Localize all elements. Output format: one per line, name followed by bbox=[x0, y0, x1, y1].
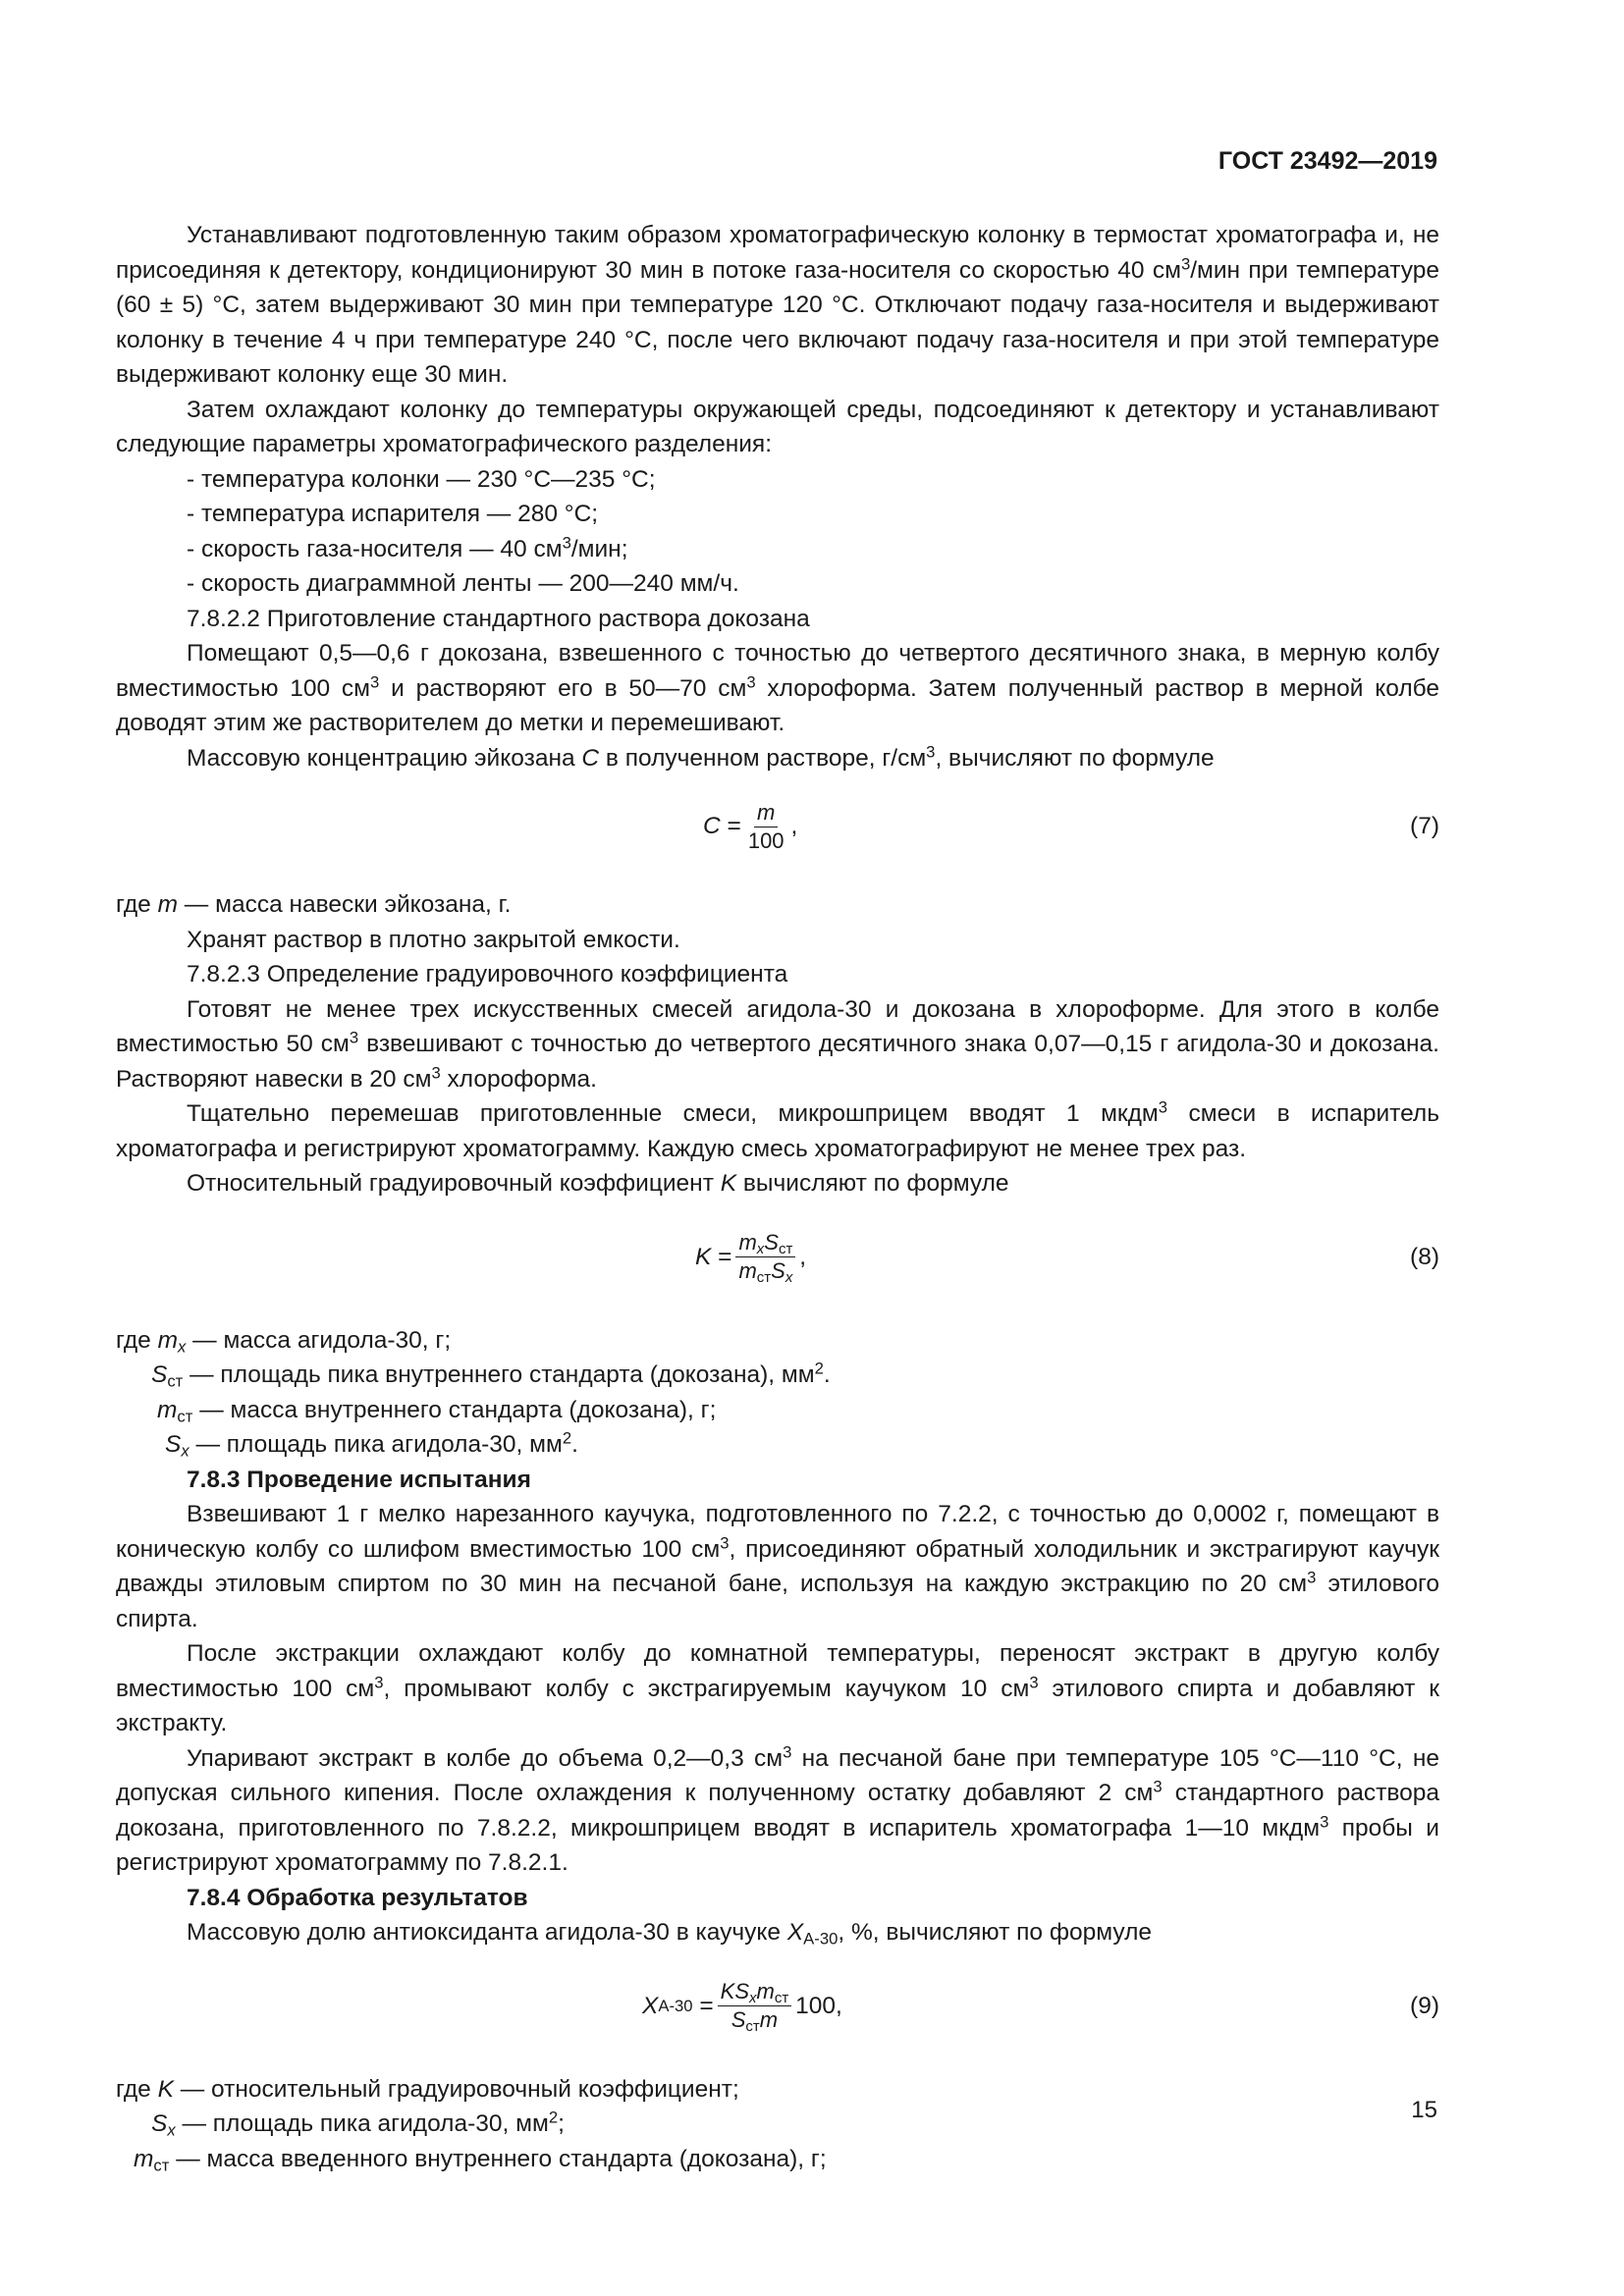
document-header: ГОСТ 23492—2019 bbox=[1218, 147, 1437, 175]
list-item: - скорость диаграммной ленты — 200—240 мм/ч. bbox=[187, 570, 739, 597]
list-item: - скорость газа-носителя — 40 $см^3$/мин; bbox=[187, 533, 628, 562]
paragraph: После экстракции охлаждают колбу до комнатной температуры, переносят экстракт в другую колбу вместимостью 100 $см^3$, промывают колбу с экстрагируемым каучуком 10 $см^3$ этилового спирта и добавляют к экстракту. bbox=[116, 1640, 1439, 1736]
paragraph: Помещают 0,5—0,6 г докозана, взвешенного с точностью до четвертого десятичного знака, в мерную колбу вместимостью 100 $см^3$ и растворяют его в 50—70 $см^3$ хлороформа. Затем полученный раствор в мерной колбе доводят этим же растворителем до метки и перемешивают. bbox=[116, 640, 1439, 736]
paragraph: Хранят раствор в плотно закрытой емкости. bbox=[187, 926, 680, 953]
where-line: где m — масса навески эйкозана, г. bbox=[116, 891, 512, 918]
where-line: $m_{ст}$ — масса внутреннего стандарта (докозана), г; bbox=[157, 1396, 717, 1426]
formula-7: C = $\frac{m}{100}$ , (7) bbox=[116, 787, 1439, 866]
formula-number: (8) bbox=[1410, 1243, 1439, 1270]
where-line: $S_{ст}$ — площадь пика внутреннего стандарта (докозана), $мм^2$. bbox=[151, 1359, 831, 1391]
formula-9: X А-30 = $\frac{KS_xm_{ст}}{S_{ст}m}$ 100, (9) bbox=[116, 1962, 1439, 2051]
paragraph: Упаривают экстракт в колбе до объема 0,2—0,3 $см^3$ на песчаной бане при температуре 105 °С—110 °С, не допуская сильного кипения. После охлаждения к полученному остатку добавляют 2 $см^3$ стандартного раствора докозана, приготовленного по 7.8.2.2, микрошприцем вводят в испаритель хроматографа 1—10 мкдм$^3$ пробы и регистрируют хроматограмму по 7.8.2.1. bbox=[116, 1742, 1439, 1876]
paragraph: Массовую концентрацию эйкозана С в полученном растворе, $г/см^3$, вычисляют по формуле bbox=[187, 742, 1215, 772]
paragraph: Готовят не менее трех искусственных смесей агидола-30 и докозана в хлороформе. Для этого в колбе вместимостью 50 $см^3$ взвешивают с точностью до четвертого десятичного знака 0,07—0,15 г агидола-30 и докозана. Растворяют навески в 20 $см^3$ хлороформа. bbox=[116, 995, 1439, 1093]
where-line: $S_x$ — площадь пика агидола-30, $мм^2$. bbox=[165, 1428, 578, 1461]
document-body bbox=[116, 218, 1439, 2176]
paragraph: Тщательно перемешав приготовленные смеси, микрошприцем вводят 1 мкдм$^3$ смеси в испаритель хроматографа и регистрируют хроматограмму. Каждую смесь хроматографируют не менее трех раз. bbox=[116, 1097, 1439, 1162]
paragraph: Массовую долю антиоксиданта агидола-30 в каучуке $X_{А-30}$, %, вычисляют по формуле bbox=[187, 1919, 1152, 1949]
where-line: где $m_x$ — масса агидола-30, г; bbox=[116, 1326, 452, 1357]
fraction: $\frac{m_xS_{ст}}{m_{ст}S_x}$ bbox=[735, 1230, 795, 1284]
paragraph: Устанавливают подготовленную таким образом хроматографическую колонку в термостат хроматографа и, не присоединяя к детектору, кондиционируют 30 мин в потоке газа-носителя со скоростью 40 $см^3$/мин при температуре (60 ± 5) °С, затем выдерживают 30 мин при температуре 120 °С. Отключают подачу газа-носителя и выдерживают колонку в течение 4 ч при температуре 240 °С, после чего включают подачу газа-носителя и при этой температуре выдерживают колонку еще 30 мин. bbox=[116, 222, 1439, 388]
fraction: $\frac{KS_xm_{ст}}{S_{ст}m}$ bbox=[718, 1979, 792, 2033]
formula-number: (9) bbox=[1410, 1992, 1439, 2019]
where-line: где K — относительный градуировочный коэффициент; bbox=[116, 2075, 739, 2103]
fraction: $\frac{m}{100}$ bbox=[747, 799, 785, 853]
paragraph: Затем охлаждают колонку до температуры окружающей среды, подсоединяют к детектору и устанавливают следующие параметры хроматографического разделения: bbox=[116, 396, 1439, 457]
where-line: $m_{ст}$ — масса введенного внутреннего стандарта (докозана), г; bbox=[134, 2145, 827, 2175]
where-line: $S_x$ — площадь пика агидола-30, $мм^2$; bbox=[151, 2108, 565, 2140]
list-item: - температура испарителя — 280 °С; bbox=[187, 501, 599, 527]
formula-number: (7) bbox=[1410, 813, 1439, 840]
formula-8: K = $\frac{m_xS_{ст}}{m_{ст}S_x}$ , (8) bbox=[116, 1213, 1439, 1302]
section-heading: 7.8.2.2 Приготовление стандартного раствора докозана bbox=[187, 605, 810, 632]
list-item: - температура колонки — 230 °С—235 °С; bbox=[187, 465, 656, 493]
paragraph: Взвешивают 1 г мелко нарезанного каучука, подготовленного по 7.2.2, с точностью до 0,0002 г, помещают в коническую колбу со шлифом вместимостью 100 $см^3$, присоединяют обратный холодильник и экстрагируют каучук дважды этиловым спиртом по 30 мин на песчаной бане, используя на каждую экстракцию по 20 $см^3$ этилового спирта. bbox=[116, 1501, 1439, 1632]
section-heading: 7.8.3 Проведение испытания bbox=[187, 1466, 531, 1493]
section-heading: 7.8.4 Обработка результатов bbox=[187, 1884, 528, 1911]
section-heading: 7.8.2.3 Определение градуировочного коэффициента bbox=[187, 961, 788, 988]
paragraph: Относительный градуировочный коэффициент K вычисляют по формуле bbox=[187, 1170, 1009, 1197]
page-number: 15 bbox=[1411, 2097, 1437, 2123]
